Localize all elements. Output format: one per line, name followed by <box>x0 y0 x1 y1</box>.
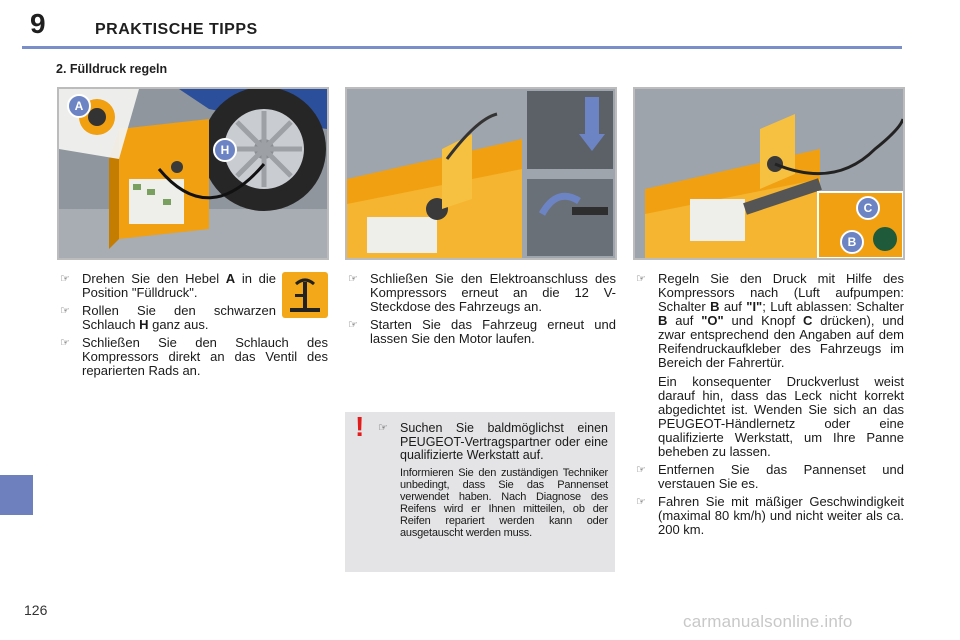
pointer-bullet-icon: ☞ <box>636 464 646 476</box>
step-item: ☞ Schließen Sie den Elektroanschluss des Kompressors erneut an die 12 V-Steckdose des Fahrzeugs an. <box>348 271 616 314</box>
warning-detail: Informieren Sie den zuständigen Techniker unbedingt, dass Sie das Pannenset verwendet haben. Nach Diagnose des Reifens wird er Ihnen mitteilen, ob der Reifen repariert werden kann oder ausgetauscht werden muss. <box>400 466 608 539</box>
pointer-bullet-icon: ☞ <box>348 273 358 285</box>
callout-b: B <box>840 230 864 254</box>
callout-a: A <box>67 94 91 118</box>
callout-c: C <box>856 196 880 220</box>
pointer-bullet-icon: ☞ <box>378 422 388 434</box>
warning-item: ☞ Suchen Sie baldmöglichst einen PEUGEOT-Vertragspartner oder eine qualifizierte Werkstatt auf. <box>378 421 608 462</box>
callout-h: H <box>213 138 237 162</box>
header-rule <box>22 46 902 49</box>
photo-pressure-adjust <box>633 87 905 260</box>
pointer-bullet-icon: ☞ <box>348 319 358 331</box>
chapter-side-tab <box>0 475 33 515</box>
pointer-bullet-icon: ☞ <box>60 337 70 349</box>
pointer-bullet-icon: ☞ <box>60 273 70 285</box>
step-note: Ein konsequenter Druckverlust weist darauf hin, dass das Leck nicht korrekt abgedichtet ist. Wenden Sie sich an das PEUGEOT-Händlernetz oder eine qualifizierte Werkstatt, um Ihre Panne beheben zu lassen. <box>658 374 904 459</box>
step-item: ☞ Fahren Sie mit mäßiger Geschwindigkeit (maximal 80 km/h) und nicht weiter als ca. 200 km. <box>636 494 904 537</box>
chapter-title: PRAKTISCHE TIPPS <box>95 21 258 38</box>
step-item: ☞ Starten Sie das Fahrzeug erneut und lassen Sie den Motor laufen. <box>348 317 616 346</box>
step-item: ☞ Schließen Sie den Schlauch des Kompressors direkt an das Ventil des reparierten Rads an. <box>60 335 328 378</box>
pointer-bullet-icon: ☞ <box>636 496 646 508</box>
section-title: 2. Fülldruck regeln <box>56 62 168 76</box>
watermark: carmanualsonline.info <box>683 612 853 631</box>
warning-icon: ! <box>355 411 365 442</box>
column-1 <box>58 272 328 382</box>
chapter-number: 9 <box>30 8 46 39</box>
step-item: ☞ Rollen Sie den schwarzen Schlauch H ganz aus. <box>60 303 276 332</box>
step-item: ☞ Entfernen Sie das Pannenset und verstauen Sie es. <box>636 462 904 491</box>
pointer-bullet-icon: ☞ <box>636 273 646 285</box>
photo-power-connection <box>345 87 617 260</box>
step-item: ☞ Drehen Sie den Hebel A in die Position "Fülldruck". <box>60 271 276 300</box>
pointer-bullet-icon: ☞ <box>60 305 70 317</box>
photo-compressor-wheel <box>57 87 329 260</box>
column-2 <box>346 272 616 350</box>
step-item: ☞ Regeln Sie den Druck mit Hilfe des Kompressors nach (Luft aufpumpen: Schalter B auf "I"; Luft ablassen: Schalter B auf "O" und Knopf C drücken), und zwar entsprechend den Angaben auf dem Reifendruckaufkleber des Fahrzeugs im Bereich der Fahrertür. Ein konsequenter Druckverlust weist darauf hin, dass das Leck nicht korrekt abgedichtet ist. Wenden Sie sich an das PEUGEOT-Händlernetz oder eine qualifizierte Werkstatt, um Ihre Panne beheben zu lassen. <box>636 271 904 459</box>
page-number: 126 <box>24 602 48 618</box>
column-3 <box>634 272 904 541</box>
warning-text <box>376 422 608 543</box>
